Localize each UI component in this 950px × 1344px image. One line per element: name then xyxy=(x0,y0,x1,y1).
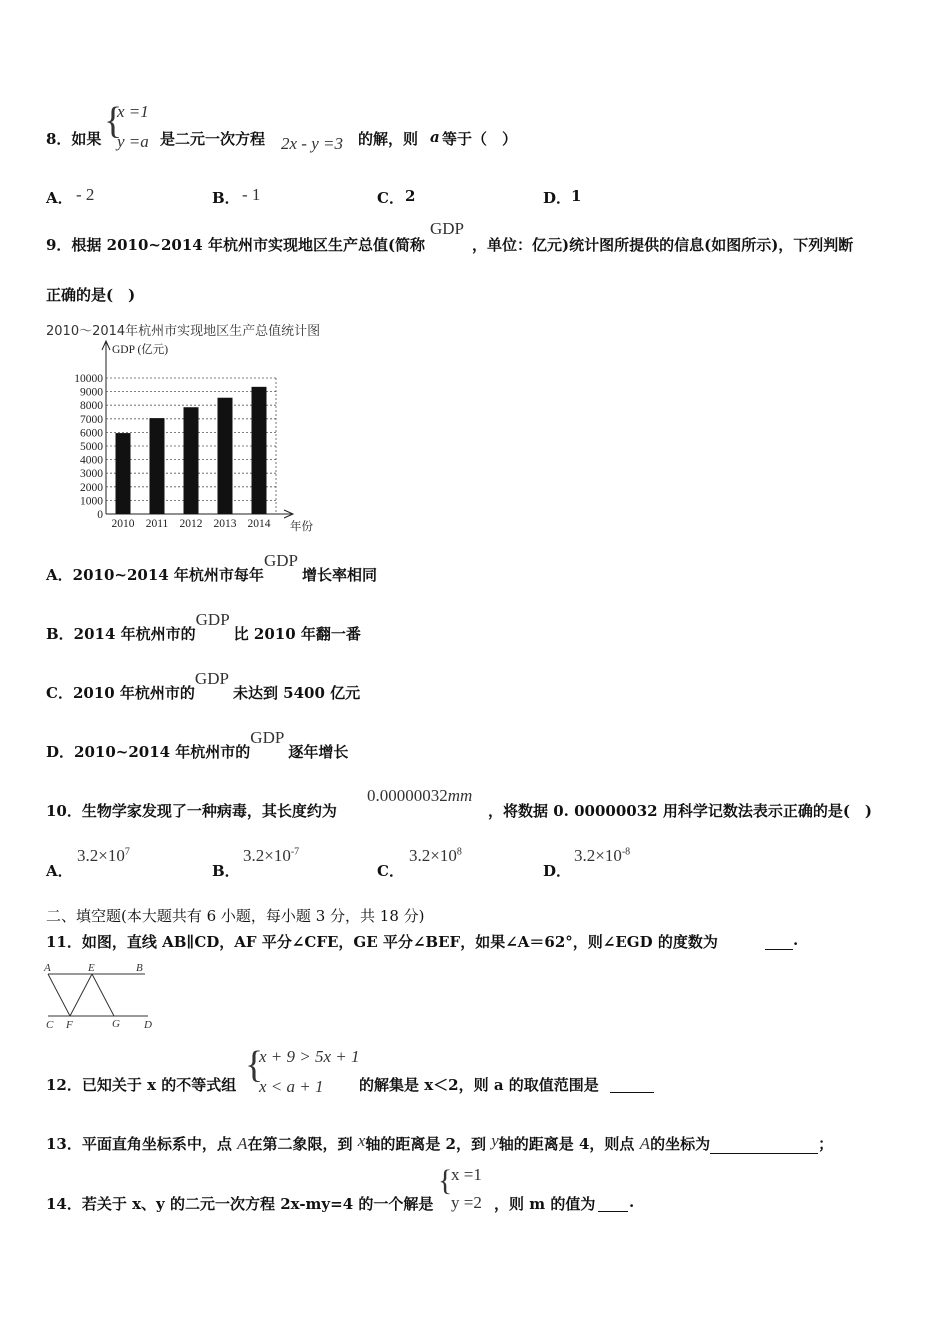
q14-sys-line1: x =1 xyxy=(451,1165,482,1184)
x-tick-label: 2012 xyxy=(179,518,203,530)
q9-stem-part1: 9．根据 2010~2014 年杭州市实现地区生产总值(简称 xyxy=(46,236,426,254)
q9-option-c-gdp: GDP xyxy=(194,669,229,688)
q8-option-d-value: 1 xyxy=(571,187,582,205)
q8-option-c-value: 2 xyxy=(405,187,416,205)
q10-value-unit: mm xyxy=(447,786,473,805)
q8-option-d-label: D． xyxy=(543,189,572,207)
q11-tail: . xyxy=(793,931,799,949)
q13-text-4: 轴的距离是 4，则点 xyxy=(498,1135,635,1153)
x-tick-label: 2011 xyxy=(145,518,169,530)
q9-option-d-gdp: GDP xyxy=(250,728,285,747)
q8-equation: 2x - y =3 xyxy=(281,134,343,153)
q12-stem-post: 的解集是 x＜2，则 a 的取值范围是 xyxy=(359,1076,599,1094)
x-tick-label: 2013 xyxy=(213,518,237,530)
q10-option-b-base: 3.2×10 xyxy=(243,846,291,865)
label-a: A xyxy=(44,962,51,974)
section-2-heading: 二、填空题(本大题共有 6 小题，每小题 3 分，共 18 分) xyxy=(46,907,425,925)
q9-option-d-pre: D．2010~2014 年杭州市的 xyxy=(46,743,251,761)
q9-option-d xyxy=(46,728,349,762)
label-d: D xyxy=(144,1019,152,1031)
q9-option-b-post: 比 2010 年翻一番 xyxy=(233,625,361,643)
q11-stem: 11．如图，直线 AB∥CD，AF 平分∠CFE，GE 平分∠BEF，如果∠A＝62°，则∠EGD 的度数为 xyxy=(46,933,718,951)
q10-option-a-exp: 7 xyxy=(124,846,130,858)
q13-text-3: 轴的距离是 2，到 xyxy=(365,1135,486,1153)
y-tick-label: 1000 xyxy=(80,495,103,508)
q10-option-a-value xyxy=(77,846,130,866)
q13-y-axis: y xyxy=(491,1131,499,1150)
q10-stem-post: ，将数据 0. 00000032 用科学记数法表示正确的是( ) xyxy=(488,802,873,820)
q11-geometry-figure xyxy=(40,960,165,1032)
q10-option-a-label: A． xyxy=(46,862,73,880)
q10-option-c-value xyxy=(409,846,462,866)
q10-stem-pre: 10．生物学家发现了一种病毒，其长度约为 xyxy=(46,802,337,820)
q8-option-c-label: C． xyxy=(377,189,404,207)
line-ef xyxy=(70,974,92,1016)
x-tick-label: 2010 xyxy=(111,518,135,530)
q13-end: ； xyxy=(818,1135,834,1153)
q8-option-b-value: - 1 xyxy=(242,185,261,204)
q13-text-1: 13．平面直角坐标系中，点 xyxy=(46,1135,232,1153)
q8-option-a-label: A． xyxy=(46,189,73,207)
q14-brace: { xyxy=(438,1164,453,1197)
q14-stem-post: ，则 m 的值为 xyxy=(494,1195,596,1213)
gdp-bar-chart xyxy=(40,336,340,536)
q9-option-b xyxy=(46,610,361,644)
q8-option-a-value: - 2 xyxy=(76,185,95,204)
q8-var-a: a xyxy=(430,128,440,146)
q10-option-d-value xyxy=(574,846,630,866)
q8-tail-text: 的解，则 xyxy=(358,130,419,148)
bar-2014 xyxy=(252,387,267,514)
q9-option-c xyxy=(46,669,361,703)
y-tick-label: 10000 xyxy=(74,373,103,385)
q10-option-c-exp: 8 xyxy=(456,846,462,858)
q9-stem-part2: ，单位：亿元)统计图所提供的信息(如图所示)，下列判断 xyxy=(472,236,854,254)
q13-stem xyxy=(46,1133,833,1154)
q13-point-a: A xyxy=(237,1134,248,1153)
q10-option-d-base: 3.2×10 xyxy=(574,846,622,865)
label-e: E xyxy=(88,962,95,974)
y-tick-label: 5000 xyxy=(80,441,103,453)
q9-option-a-gdp: GDP xyxy=(263,551,298,570)
q8-option-b-label: B． xyxy=(212,189,240,207)
q12-answer-blank[interactable] xyxy=(610,1074,654,1093)
q14-end: . xyxy=(629,1193,635,1211)
q9-option-d-post: 逐年增长 xyxy=(288,743,349,761)
q13-text-5: 的坐标为 xyxy=(650,1135,711,1153)
y-tick-label: 6000 xyxy=(80,427,103,440)
q10-value xyxy=(367,786,472,806)
bar-2013 xyxy=(218,398,233,514)
q10-value-number: 0.00000032 xyxy=(367,786,448,805)
bar-2012 xyxy=(184,407,199,514)
q10-option-b-exp: -7 xyxy=(290,846,300,858)
q9-option-a xyxy=(46,551,377,585)
q14-sys-line2: y =2 xyxy=(451,1193,482,1212)
q9-gdp-term: GDP xyxy=(430,219,465,238)
q9-option-a-pre: A．2010~2014 年杭州市每年 xyxy=(46,566,264,584)
q9-option-b-gdp: GDP xyxy=(195,610,230,629)
q10-option-b-value xyxy=(243,846,299,866)
q8-brace: { xyxy=(104,100,123,142)
y-tick-label: 7000 xyxy=(80,413,103,426)
y-tick-label: 2000 xyxy=(80,481,103,494)
q11-answer-blank[interactable] xyxy=(765,931,793,950)
label-c: C xyxy=(46,1019,54,1031)
q9-stem-line2: 正确的是( ) xyxy=(46,286,136,304)
x-tick-label: 2014 xyxy=(247,518,271,530)
label-g: G xyxy=(112,1018,120,1030)
q13-answer-blank[interactable] xyxy=(710,1137,818,1154)
q13-point-a-2: A xyxy=(639,1134,651,1153)
q12-brace: { xyxy=(245,1044,264,1086)
q9-option-a-post: 增长率相同 xyxy=(301,566,377,584)
y-axis-label: GDP (亿元) xyxy=(112,344,169,356)
line-af xyxy=(48,974,70,1016)
y-tick-label: 3000 xyxy=(80,468,103,481)
label-b: B xyxy=(136,962,143,974)
q9-option-c-pre: C．2010 年杭州市的 xyxy=(46,684,195,702)
q14-answer-blank[interactable] xyxy=(598,1193,628,1212)
bar-2010 xyxy=(116,433,131,514)
q9-option-c-post: 未达到 5400 亿元 xyxy=(232,684,361,702)
q10-option-d-exp: -8 xyxy=(621,846,631,858)
q10-option-c-label: C． xyxy=(377,862,404,880)
bar-2011 xyxy=(150,418,165,514)
q10-option-c-base: 3.2×10 xyxy=(409,846,457,865)
chart-title: 2010～2014年杭州市实现地区生产总值统计图 xyxy=(46,324,321,339)
q12-stem-pre: 12．已知关于 x 的不等式组 xyxy=(46,1076,237,1094)
q12-sys-line1: x + 9 > 5x + 1 xyxy=(259,1047,360,1066)
y-tick-label: 4000 xyxy=(80,454,103,467)
q10-option-d-label: D． xyxy=(543,862,572,880)
q12-sys-line2: x < a + 1 xyxy=(259,1077,324,1096)
q8-sys-line2: y =a xyxy=(117,132,149,151)
y-tick-label: 9000 xyxy=(80,386,103,399)
q8-tail-text2: 等于（ ） xyxy=(442,130,518,148)
q13-x-axis: x xyxy=(357,1131,366,1150)
line-eg xyxy=(92,974,114,1016)
label-f: F xyxy=(66,1019,73,1031)
q14-stem-pre: 14．若关于 x、y 的二元一次方程 2x-my=4 的一个解是 xyxy=(46,1195,434,1213)
q8-number: 8．如果 xyxy=(46,130,102,148)
q9-option-b-pre: B．2014 年杭州市的 xyxy=(46,625,196,643)
y-tick-label: 8000 xyxy=(80,400,103,413)
q10-option-a-base: 3.2×10 xyxy=(77,846,125,865)
q13-text-2: 在第二象限，到 xyxy=(247,1135,353,1153)
y-tick-label: 0 xyxy=(97,509,103,521)
q10-option-b-label: B． xyxy=(212,862,240,880)
q8-sys-line1: x =1 xyxy=(117,102,149,121)
x-axis-label: 年份 xyxy=(290,521,313,533)
q8-mid-text: 是二元一次方程 xyxy=(160,130,266,148)
